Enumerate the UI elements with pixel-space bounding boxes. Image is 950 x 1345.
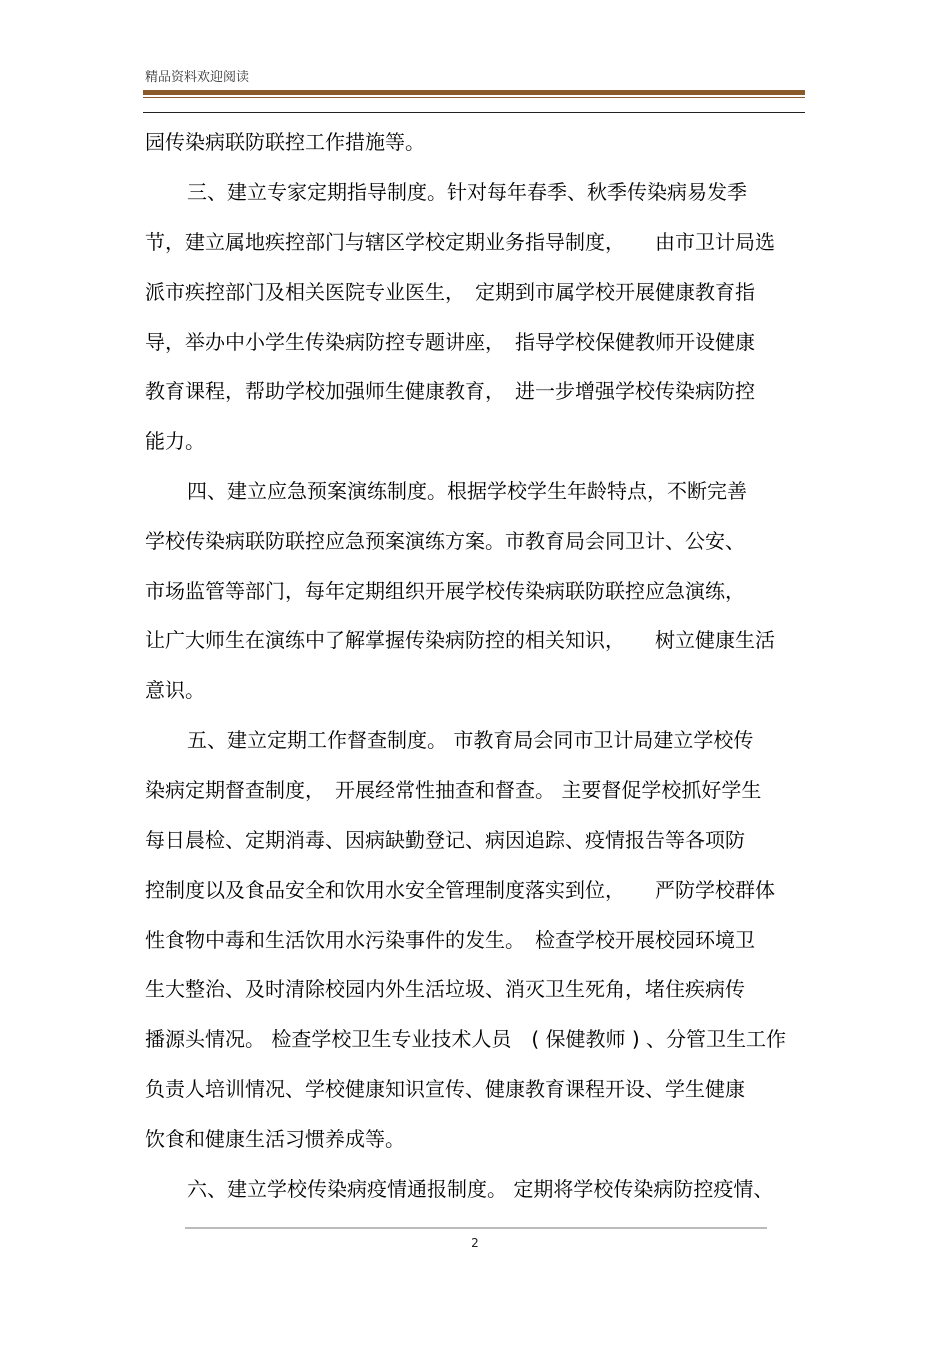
body-line: 性食物中毒和生活饮用水污染事件的发生。 检查学校开展校园环境卫 bbox=[145, 928, 755, 952]
body-line: 控制度以及食品安全和饮用水安全管理制度落实到位， 严防学校群体 bbox=[145, 878, 775, 902]
body-line: 六、建立学校传染病疫情通报制度。 定期将学校传染病防控疫情、 bbox=[187, 1177, 774, 1201]
body-line: 学校传染病联防联控应急预案演练方案。市教育局会同卫计、公安、 bbox=[145, 529, 745, 553]
body-line: 饮食和健康生活习惯养成等。 bbox=[145, 1127, 405, 1151]
footer-divider bbox=[185, 1227, 767, 1229]
body-line: 能力。 bbox=[145, 429, 205, 453]
body-line: 派市疾控部门及相关医院专业医生， 定期到市属学校开展健康教育指 bbox=[145, 280, 755, 304]
body-line: 染病定期督查制度， 开展经常性抽查和督查。 主要督促学校抓好学生 bbox=[145, 778, 762, 802]
body-line: 导，举办中小学生传染病防控专题讲座， 指导学校保健教师开设健康 bbox=[145, 330, 755, 354]
body-line: 园传染病联防联控工作措施等。 bbox=[145, 130, 425, 154]
page-header-text: 精品资料欢迎阅读 bbox=[145, 70, 250, 85]
header-divider-thick bbox=[143, 90, 805, 95]
body-line: 五、建立定期工作督查制度。 市教育局会同市卫计局建立学校传 bbox=[187, 728, 754, 752]
body-line: 让广大师生在演练中了解掌握传染病防控的相关知识， 树立健康生活 bbox=[145, 628, 775, 652]
body-line: 每日晨检、定期消毒、因病缺勤登记、病因追踪、疫情报告等各项防 bbox=[145, 828, 745, 852]
body-line: 负责人培训情况、学校健康知识宣传、健康教育课程开设、学生健康 bbox=[145, 1077, 745, 1101]
page-number: 2 bbox=[471, 1236, 479, 1250]
body-line: 意识。 bbox=[145, 678, 205, 702]
body-line: 三、建立专家定期指导制度。针对每年春季、秋季传染病易发季 bbox=[187, 180, 747, 204]
body-line: 教育课程，帮助学校加强师生健康教育， 进一步增强学校传染病防控 bbox=[145, 379, 755, 403]
body-line: 四、建立应急预案演练制度。根据学校学生年龄特点，不断完善 bbox=[187, 479, 747, 503]
body-line: 生大整治、及时清除校园内外生活垃圾、消灭卫生死角，堵住疾病传 bbox=[145, 977, 745, 1001]
header-divider-thin bbox=[143, 97, 805, 98]
body-line: 播源头情况。 检查学校卫生专业技术人员 ( 保健教师 ) 、分管卫生工作 bbox=[145, 1027, 787, 1051]
header-divider-black bbox=[143, 112, 805, 113]
body-line: 市场监管等部门，每年定期组织开展学校传染病联防联控应急演练， bbox=[145, 579, 745, 603]
body-line: 节，建立属地疾控部门与辖区学校定期业务指导制度， 由市卫计局选 bbox=[145, 230, 775, 254]
